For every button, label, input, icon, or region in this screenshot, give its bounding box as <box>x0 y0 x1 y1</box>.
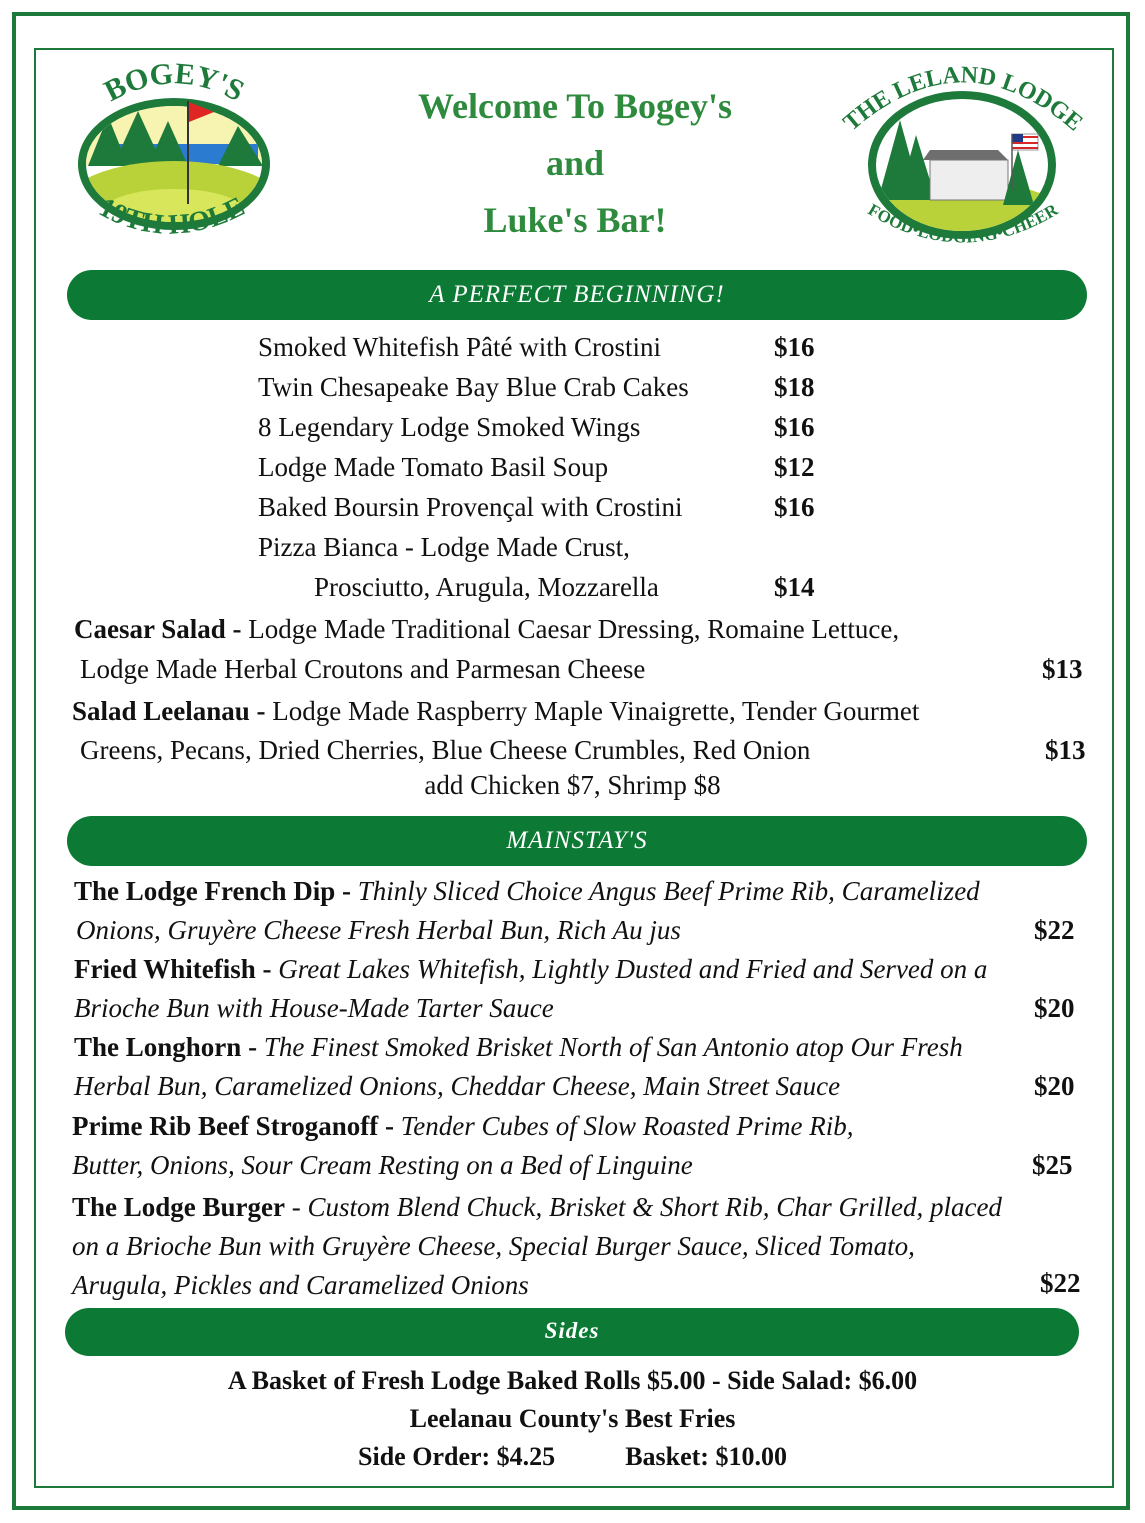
mainstay-price: $22 <box>1034 915 1075 945</box>
app-item-name: Twin Chesapeake Bay Blue Crab Cakes <box>258 372 689 402</box>
fries-side-order: Side Order: $4.25 <box>358 1442 556 1471</box>
mainstay-desc: Great Lakes Whitefish, Lightly Dusted and Fried and Served on a <box>278 954 988 984</box>
mainstay-desc: Thinly Sliced Choice Angus Beef Prime Rib, Caramelized <box>357 876 980 906</box>
app-item-name: Pizza Bianca - Lodge Made Crust, <box>258 532 630 562</box>
mainstay-lodge-burger <box>72 1192 1002 1223</box>
mainstay-sep: - <box>241 1032 264 1062</box>
salad-name: Caesar Salad <box>74 614 226 644</box>
sides-line-2: Leelanau County's Best Fries <box>409 1404 736 1433</box>
bogeys-logo-bottom-text: 19TH HOLE <box>94 191 250 241</box>
app-item-price: $14 <box>774 572 815 602</box>
welcome-line-3: Luke's Bar! <box>483 200 667 240</box>
salad-sep: - <box>225 614 249 644</box>
mainstay-fried-whitefish <box>74 954 987 985</box>
salad-addon: add Chicken $7, Shrimp $8 <box>424 770 721 800</box>
mainstay-price: $22 <box>1040 1268 1081 1298</box>
salad-price: $13 <box>1045 735 1086 765</box>
bogeys-logo-graphic <box>68 56 282 260</box>
mainstay-name: Fried Whitefish <box>74 954 256 984</box>
mainstay-desc: Tender Cubes of Slow Roasted Prime Rib, <box>400 1111 854 1141</box>
app-item-name: Baked Boursin Provençal with Crostini <box>258 492 683 522</box>
fries-basket: Basket: $10.00 <box>625 1442 787 1471</box>
mainstay-longhorn <box>74 1032 963 1063</box>
app-item-price: $16 <box>774 332 815 362</box>
app-item-price: $18 <box>774 372 815 402</box>
mainstay-desc-line: Butter, Onions, Sour Cream Resting on a Bed of Linguine <box>72 1150 693 1180</box>
mainstay-name: The Lodge French Dip <box>74 876 336 906</box>
welcome-line-1: Welcome To Bogey's <box>418 86 732 126</box>
app-item-price: $16 <box>774 412 815 442</box>
mainstay-desc-line: Herbal Bun, Caramelized Onions, Cheddar Cheese, Main Street Sauce <box>74 1071 841 1101</box>
mainstay-desc: Custom Blend Chuck, Brisket & Short Rib, Char Grilled, placed <box>307 1192 1002 1222</box>
salad-price: $13 <box>1042 654 1083 684</box>
app-item-name: 8 Legendary Lodge Smoked Wings <box>258 412 641 442</box>
leland-lodge-logo-graphic <box>838 50 1088 262</box>
mainstay-name: The Lodge Burger <box>72 1192 285 1222</box>
salad-sep: - <box>249 696 273 726</box>
app-item-price: $16 <box>774 492 815 522</box>
mainstay-desc-line: on a Brioche Bun with Gruyère Cheese, Special Burger Sauce, Sliced Tomato, <box>72 1231 915 1261</box>
beginning-heading: A PERFECT BEGINNING! <box>67 270 1087 320</box>
mainstay-stroganoff <box>72 1111 853 1142</box>
salad-caesar <box>74 614 899 645</box>
mainstay-sep: - <box>285 1192 308 1222</box>
mainstay-desc-line: Arugula, Pickles and Caramelized Onions <box>72 1270 529 1300</box>
mainstay-desc-line: Brioche Bun with House-Made Tarter Sauce <box>74 993 554 1023</box>
app-item-name: Lodge Made Tomato Basil Soup <box>258 452 609 482</box>
salad-desc-line: Lodge Made Herbal Croutons and Parmesan Cheese <box>80 654 646 684</box>
mainstay-sep: - <box>255 954 279 984</box>
app-item-name: Smoked Whitefish Pâté with Crostini <box>258 332 661 362</box>
app-item-price: $12 <box>774 452 815 482</box>
bogeys-logo-top-text: BOGEY'S <box>99 57 250 109</box>
salad-desc-line: Greens, Pecans, Dried Cherries, Blue Cheese Crumbles, Red Onion <box>80 735 811 765</box>
salad-name: Salad Leelanau <box>72 696 250 726</box>
mainstays-heading: MAINSTAY'S <box>67 816 1087 866</box>
mainstay-name: Prime Rib Beef Stroganoff <box>72 1111 379 1141</box>
mainstay-price: $25 <box>1032 1150 1073 1180</box>
mainstay-desc: The Finest Smoked Brisket North of San Antonio atop Our Fresh <box>263 1032 963 1062</box>
leland-logo-top-text: THE LELAND LODGE <box>838 62 1088 137</box>
salad-desc: Lodge Made Raspberry Maple Vinaigrette, Tender Gourmet <box>272 696 920 726</box>
salad-desc: Lodge Made Traditional Caesar Dressing, Romaine Lettuce, <box>248 614 900 644</box>
sides-line-3 <box>0 1442 1145 1472</box>
mainstay-name: The Longhorn <box>74 1032 242 1062</box>
welcome-title <box>360 78 790 249</box>
sides-heading: Sides <box>65 1308 1079 1356</box>
salad-leelanau <box>72 696 919 727</box>
mainstay-desc-line: Onions, Gruyère Cheese Fresh Herbal Bun, Rich Au jus <box>76 915 681 945</box>
mainstay-french-dip <box>74 876 980 907</box>
mainstay-sep: - <box>335 876 358 906</box>
app-item-continuation: Prosciutto, Arugula, Mozzarella <box>314 572 659 602</box>
mainstay-price: $20 <box>1034 1071 1075 1101</box>
mainstay-sep: - <box>378 1111 401 1141</box>
sides-line-1: A Basket of Fresh Lodge Baked Rolls $5.00 - Side Salad: $6.00 <box>227 1366 918 1395</box>
welcome-line-2: and <box>545 143 605 183</box>
mainstay-price: $20 <box>1034 993 1075 1023</box>
leland-logo-bottom-text: FOOD•LODGING•CHEER <box>864 199 1062 247</box>
leland-lodge-logo <box>838 50 1088 262</box>
bogeys-logo <box>68 56 282 260</box>
